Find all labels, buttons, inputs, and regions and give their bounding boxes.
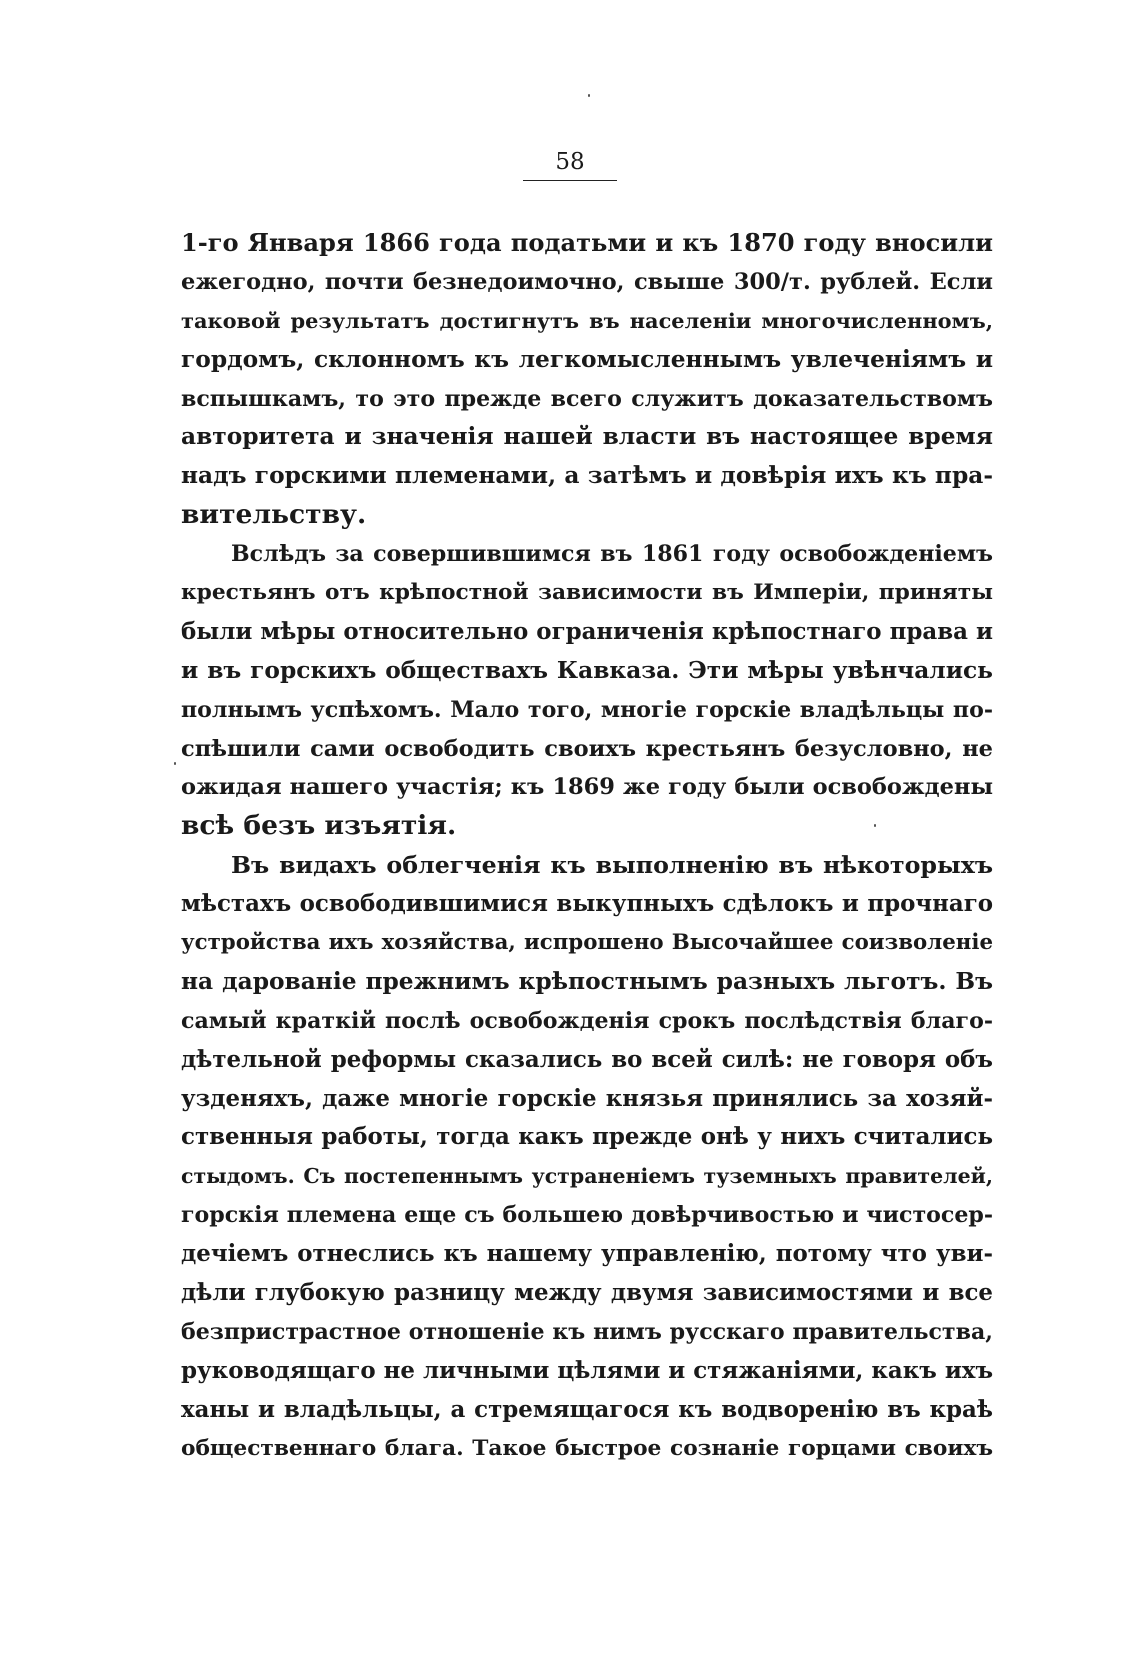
text-line: дѣли глубокую разницу между двумя зависимостями и все (181, 1279, 993, 1307)
scan-speck (874, 824, 876, 827)
text-line: узденяхъ, даже многiе горскiе князья принялись за хозяй- (181, 1084, 993, 1112)
text-line: Вслѣдъ за совершившимся въ 1861 году освобожденiемъ (231, 541, 993, 568)
page-number: 58 (555, 149, 585, 175)
text-line: были мѣры относительно ограниченiя крѣпостнаго права и (181, 617, 993, 645)
scan-speck (174, 762, 176, 765)
text-line: устройства ихъ хозяйства, испрошено Высочайшее соизволенiе (181, 930, 993, 956)
text-line: гордомъ, склонномъ къ легкомысленнымъ увлеченiямъ и (181, 345, 993, 373)
text-line: спѣшили сами освободить своихъ крестьянъ безусловно, не (181, 735, 993, 762)
text-line: мѣстахъ освободившимися выкупныхъ сдѣлокъ и прочнаго (181, 890, 993, 918)
text-line: дѣтельной реформы сказались во всей силѣ: не говоря объ (181, 1045, 993, 1073)
text-line: полнымъ успѣхомъ. Мало того, многiе горскiе владѣльцы по- (181, 696, 993, 723)
paragraph-2 (181, 535, 993, 846)
text-line: руководящаго не личными цѣлями и стяжанiями, какъ ихъ (181, 1356, 993, 1384)
text-line: ственныя работы, тогда какъ прежде онѣ у нихъ считались (181, 1123, 993, 1151)
header-rule (523, 180, 617, 181)
scan-speck (588, 94, 590, 97)
text-line: таковой результатъ достигнутъ въ населенiи многочисленномъ, (181, 307, 993, 333)
text-line: крестьянъ отъ крѣпостной зависимости въ Имперiи, приняты (181, 580, 993, 606)
text-line: самый краткiй послѣ освобожденiя срокъ послѣдствiя благо- (181, 1007, 993, 1034)
text-line: и въ горскихъ обществахъ Кавказа. Эти мѣры увѣнчались (181, 656, 993, 684)
text-line: всѣ безъ изъятiя. (181, 810, 457, 842)
text-line: дечiемъ отнеслись къ нашему управленiю, потому что уви- (181, 1240, 993, 1268)
text-line: стыдомъ. Съ постепеннымъ устраненiемъ туземныхъ правителей, (181, 1164, 993, 1189)
text-line: общественнаго блага. Такое быстрое сознанiе горцами своихъ (181, 1435, 993, 1461)
text-line: безпристрастное отношенiе къ нимъ русскаго правительства, (181, 1318, 993, 1345)
text-line: горскiя племена еще съ большею довѣрчивостью и чистосер- (181, 1202, 993, 1229)
text-line: ежегодно, почти безнедоимочно, свыше 300/т. рублей. Если (181, 268, 993, 295)
text-line: вительству. (181, 499, 367, 531)
text-line: 1-го Января 1866 года податьми и къ 1870 году вносили (181, 228, 993, 257)
text-line: на дарованiе прежнимъ крѣпостнымъ разныхъ льготъ. Въ (181, 967, 993, 995)
text-line: ожидая нашего участiя; къ 1869 же году были освобождены (181, 774, 993, 801)
page-header (0, 148, 1140, 181)
text-line: вспышкамъ, то это прежде всего служитъ доказательствомъ (181, 385, 993, 412)
text-line: Въ видахъ облегченiя къ выполненiю въ нѣкоторыхъ (231, 851, 993, 880)
text-line: ханы и владѣльцы, а стремящагося къ водворенiю въ краѣ (181, 1395, 993, 1423)
body-text (181, 224, 993, 1469)
text-line: авторитета и значенiя нашей власти въ настоящее время (181, 423, 993, 451)
text-line: надъ горскими племенами, а затѣмъ и довѣрiя ихъ къ пра- (181, 462, 993, 490)
paragraph-1 (181, 224, 993, 535)
paragraph-3 (181, 846, 993, 1468)
